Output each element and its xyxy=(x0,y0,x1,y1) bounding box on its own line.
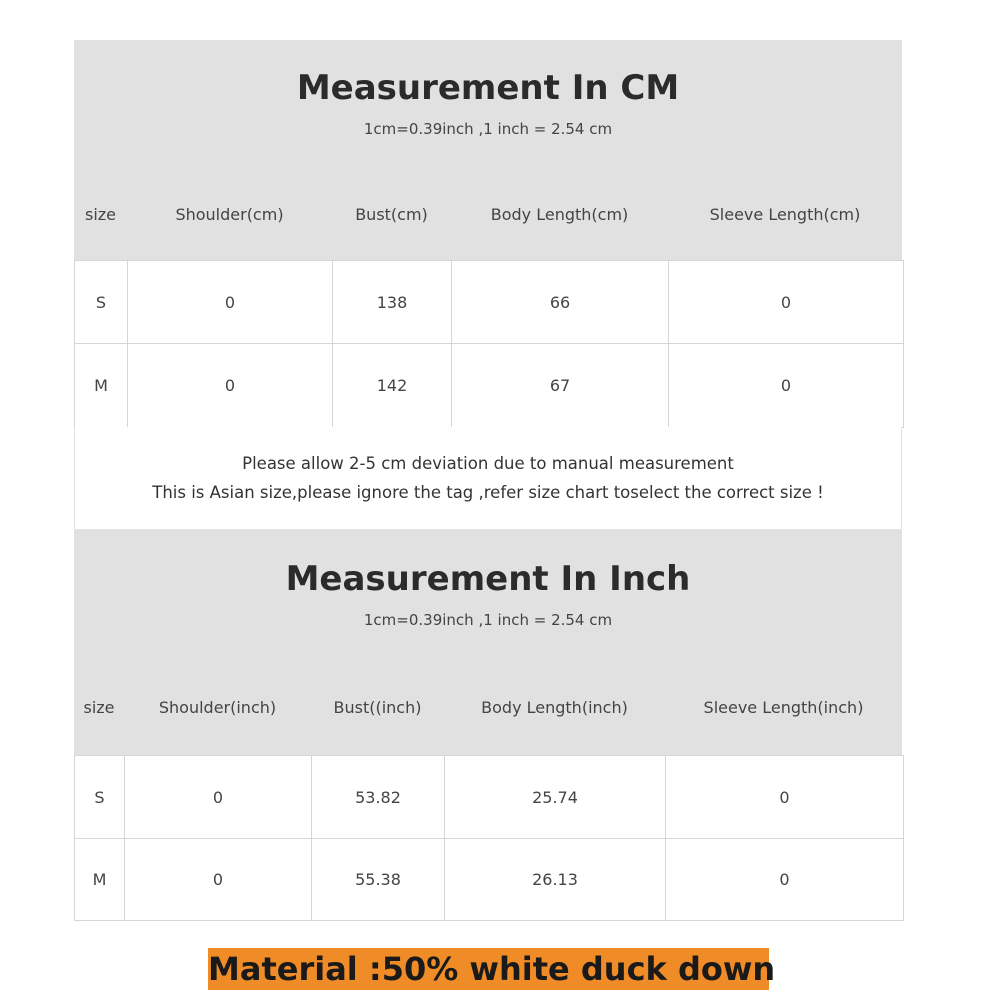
inch-title: Measurement In Inch xyxy=(285,559,691,599)
cm-col-shoulder: Shoulder(cm) xyxy=(175,204,284,224)
cell-sleeve-length: 0 xyxy=(669,261,904,344)
cell-body-length: 25.74 xyxy=(445,756,666,839)
cell-size: M xyxy=(75,344,128,428)
deviation-note: Please allow 2-5 cm deviation due to manual measurement xyxy=(242,454,734,473)
cell-shoulder: 0 xyxy=(125,756,312,839)
cell-bust: 53.82 xyxy=(312,756,445,839)
table-row xyxy=(75,756,904,839)
cm-header xyxy=(74,40,902,260)
inch-col-bust: Bust((inch) xyxy=(333,697,422,717)
cell-body-length: 67 xyxy=(452,344,669,428)
cell-shoulder: 0 xyxy=(128,261,333,344)
cell-bust: 142 xyxy=(333,344,452,428)
cell-body-length: 26.13 xyxy=(445,839,666,921)
table-row xyxy=(75,839,904,921)
cell-size: M xyxy=(75,839,125,921)
cell-shoulder: 0 xyxy=(125,839,312,921)
cm-col-sleeve-length: Sleeve Length(cm) xyxy=(709,204,861,224)
inch-subtitle: 1cm=0.39inch ,1 inch = 2.54 cm xyxy=(363,611,613,629)
inch-table xyxy=(74,755,904,921)
cm-subtitle: 1cm=0.39inch ,1 inch = 2.54 cm xyxy=(363,120,613,138)
cell-size: S xyxy=(75,756,125,839)
cm-col-size: size xyxy=(84,204,117,224)
cell-shoulder: 0 xyxy=(128,344,333,428)
cm-column-headers xyxy=(74,180,902,248)
cell-bust: 138 xyxy=(333,261,452,344)
cm-col-bust: Bust(cm) xyxy=(355,204,428,224)
cell-sleeve-length: 0 xyxy=(669,344,904,428)
table-row xyxy=(75,344,904,428)
inch-header xyxy=(74,529,902,755)
inch-col-body-length: Body Length(inch) xyxy=(481,697,628,717)
cell-size: S xyxy=(75,261,128,344)
cm-title: Measurement In CM xyxy=(296,68,680,108)
inch-col-sleeve-length: Sleeve Length(inch) xyxy=(703,697,864,717)
cm-col-body-length: Body Length(cm) xyxy=(490,204,629,224)
cell-sleeve-length: 0 xyxy=(666,839,904,921)
inch-column-headers xyxy=(74,673,902,741)
notes-block xyxy=(74,427,902,529)
cell-bust: 55.38 xyxy=(312,839,445,921)
asian-size-note: This is Asian size,please ignore the tag ,refer size chart toselect the correct size ! xyxy=(152,483,824,502)
cell-body-length: 66 xyxy=(452,261,669,344)
table-row xyxy=(75,261,904,344)
inch-col-shoulder: Shoulder(inch) xyxy=(158,697,277,717)
cm-table xyxy=(74,260,904,428)
material-banner: Material :50% white duck down xyxy=(208,950,776,988)
cell-sleeve-length: 0 xyxy=(666,756,904,839)
inch-col-size: size xyxy=(83,697,115,717)
